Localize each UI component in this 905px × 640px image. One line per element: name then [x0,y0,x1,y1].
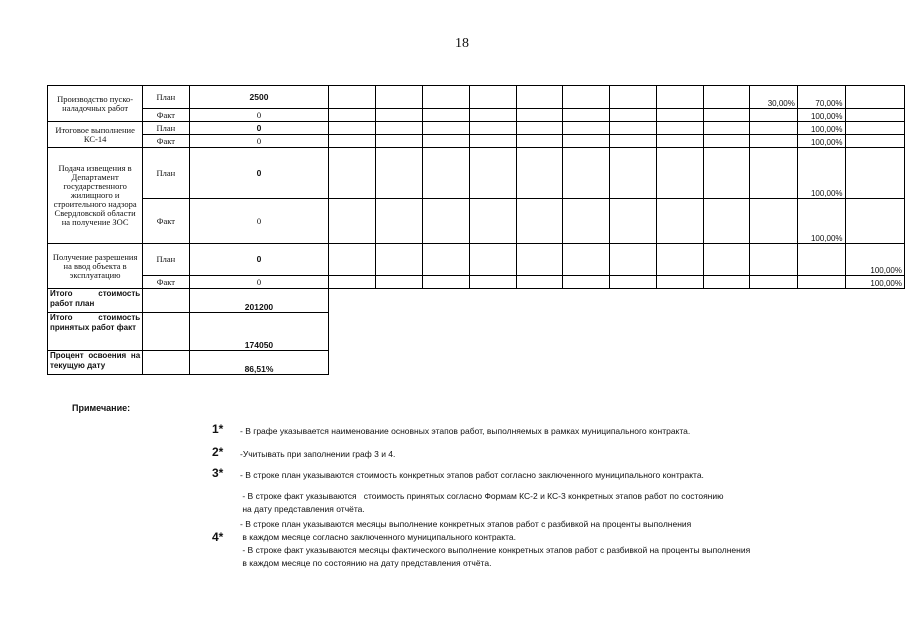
note-line: - В графе указывается наименование основных этапов работ, выполняемых в рамках муниципального контракта. [240,426,691,436]
row-type-label: Факт [143,109,189,122]
percent-cell [329,276,376,289]
percent-cell [516,86,563,109]
percent-cell: 100,00% [797,109,845,122]
percent-cell [845,122,904,135]
percent-cell [563,148,610,199]
row-type-label: Факт [143,199,189,244]
stage-name: Производство пуско-наладочных работ [48,86,143,122]
percent-cell [516,109,563,122]
percent-cell [469,148,516,199]
percent-cell [376,199,423,244]
summary-value: 174050 [189,313,329,351]
percent-cell [376,276,423,289]
percent-cell [422,276,469,289]
percent-cell [376,109,423,122]
percent-cell [422,122,469,135]
stage-name: Итоговое выполнение КС-14 [48,122,143,148]
row-type-label: План [143,86,189,109]
table-row [48,109,905,122]
percent-cell [610,148,657,199]
percent-cell [516,135,563,148]
row-type-label: План [143,244,189,276]
percent-cell [656,135,703,148]
table-row [48,244,905,276]
percent-cell [516,199,563,244]
blank-area [329,313,905,351]
note-text [240,425,840,438]
percent-cell: 100,00% [845,244,904,276]
row-type-label: Факт [143,135,189,148]
percent-cell: 30,00% [750,86,798,109]
percent-cell [376,135,423,148]
percent-cell [845,135,904,148]
note-text [240,518,840,570]
percent-cell [845,86,904,109]
progress-table [47,85,905,375]
note-text [240,469,840,516]
percent-cell [329,86,376,109]
percent-cell [656,148,703,199]
percent-cell [703,276,750,289]
percent-cell [563,86,610,109]
table-row [48,199,905,244]
percent-cell [656,122,703,135]
row-type-label: План [143,122,189,135]
summary-label: Итого стоимость работ план [48,289,143,313]
percent-cell [703,109,750,122]
percent-cell: 100,00% [797,122,845,135]
percent-cell [329,122,376,135]
blank-area [329,289,905,313]
percent-cell [656,199,703,244]
stage-name: Подача извещения в Департамент государственного жилищного и строительного надзора Свердловской области на получение ЗОС [48,148,143,244]
percent-cell [750,244,798,276]
percent-cell [469,86,516,109]
percent-cell [422,199,469,244]
percent-cell [469,244,516,276]
percent-cell [469,276,516,289]
percent-cell [750,148,798,199]
percent-cell [703,135,750,148]
notes-title: Примечание: [72,403,131,413]
note-line: - В строке факт указываются стоимость принятых согласно Формам КС-2 и КС-3 конкретных этапов работ по состоянию [240,491,724,501]
table-row [48,276,905,289]
percent-cell [422,148,469,199]
note-text [240,448,840,461]
note-line: на дату представления отчёта. [240,504,365,514]
percent-cell [703,148,750,199]
table-row [48,86,905,109]
percent-cell [703,244,750,276]
percent-cell: 70,00% [797,86,845,109]
note-marker: 2* [212,445,224,459]
percent-cell [329,244,376,276]
row-type-label: План [143,148,189,199]
percent-cell [422,244,469,276]
note-marker: 4* [212,530,224,544]
percent-cell [516,276,563,289]
percent-cell [610,276,657,289]
percent-cell [563,199,610,244]
percent-cell [563,244,610,276]
note-line: - В строке факт указываются месяцы фактического выполнение конкретных этапов работ с разбивкой на проценты выполнения [240,545,751,555]
note-line [240,482,840,490]
percent-cell: 100,00% [797,135,845,148]
percent-cell [469,199,516,244]
percent-cell [610,199,657,244]
summary-label: Итого стоимость принятых работ факт [48,313,143,351]
percent-cell [750,122,798,135]
percent-cell [516,148,563,199]
percent-cell [516,244,563,276]
blank-area [329,351,905,375]
amount-cell: 0 [189,148,329,199]
percent-cell [656,86,703,109]
amount-cell: 0 [189,135,329,148]
percent-cell [329,199,376,244]
percent-cell [656,109,703,122]
percent-cell [750,109,798,122]
percent-cell [845,199,904,244]
summary-row [48,289,905,313]
percent-cell [329,148,376,199]
percent-cell [376,122,423,135]
percent-cell [750,199,798,244]
amount-cell: 0 [189,199,329,244]
percent-cell [329,135,376,148]
percent-cell [610,135,657,148]
note-line: в каждом месяце по состоянию на дату представления отчёта. [240,558,492,568]
percent-cell [376,148,423,199]
percent-cell [610,109,657,122]
note-line: -Учитывать при заполнении граф 3 и 4. [240,449,396,459]
percent-cell [703,86,750,109]
summary-empty-cell [143,313,189,351]
table-row [48,122,905,135]
percent-cell [376,244,423,276]
amount-cell: 2500 [189,86,329,109]
percent-cell [469,122,516,135]
percent-cell [422,109,469,122]
percent-cell [610,86,657,109]
percent-cell [845,148,904,199]
percent-cell [422,135,469,148]
percent-cell [797,244,845,276]
percent-cell [563,109,610,122]
summary-empty-cell [143,351,189,375]
percent-cell: 100,00% [797,148,845,199]
summary-label: Процент освоения на текущую дату [48,351,143,375]
percent-cell [469,109,516,122]
amount-cell: 0 [189,109,329,122]
percent-cell [563,135,610,148]
percent-cell [563,276,610,289]
note-marker: 1* [212,422,224,436]
summary-value: 201200 [189,289,329,313]
summary-value: 86,51% [189,351,329,375]
row-type-label: Факт [143,276,189,289]
percent-cell [703,199,750,244]
percent-cell [329,109,376,122]
percent-cell [750,276,798,289]
percent-cell [610,244,657,276]
note-line: - В строке план указываются стоимость конкретных этапов работ согласно заключенного муниципального контракта. [240,470,704,480]
percent-cell [469,135,516,148]
percent-cell [703,122,750,135]
note-line: в каждом месяце согласно заключенного муниципального контракта. [240,532,516,542]
summary-empty-cell [143,289,189,313]
stage-name: Получение разрешения на ввод объекта в эксплуатацию [48,244,143,289]
percent-cell [516,122,563,135]
amount-cell: 0 [189,122,329,135]
page-number: 18 [455,36,469,51]
percent-cell: 100,00% [845,276,904,289]
amount-cell: 0 [189,276,329,289]
percent-cell [376,86,423,109]
summary-row [48,313,905,351]
percent-cell [845,109,904,122]
percent-cell [563,122,610,135]
percent-cell [656,244,703,276]
amount-cell: 0 [189,244,329,276]
percent-cell [750,135,798,148]
table-row [48,148,905,199]
table-row [48,135,905,148]
percent-cell: 100,00% [797,199,845,244]
percent-cell [656,276,703,289]
note-marker: 3* [212,466,224,480]
note-line: - В строке план указываются месяцы выполнение конкретных этапов работ с разбивкой на проценты выполнения [240,519,692,529]
percent-cell [797,276,845,289]
summary-row [48,351,905,375]
percent-cell [422,86,469,109]
percent-cell [610,122,657,135]
